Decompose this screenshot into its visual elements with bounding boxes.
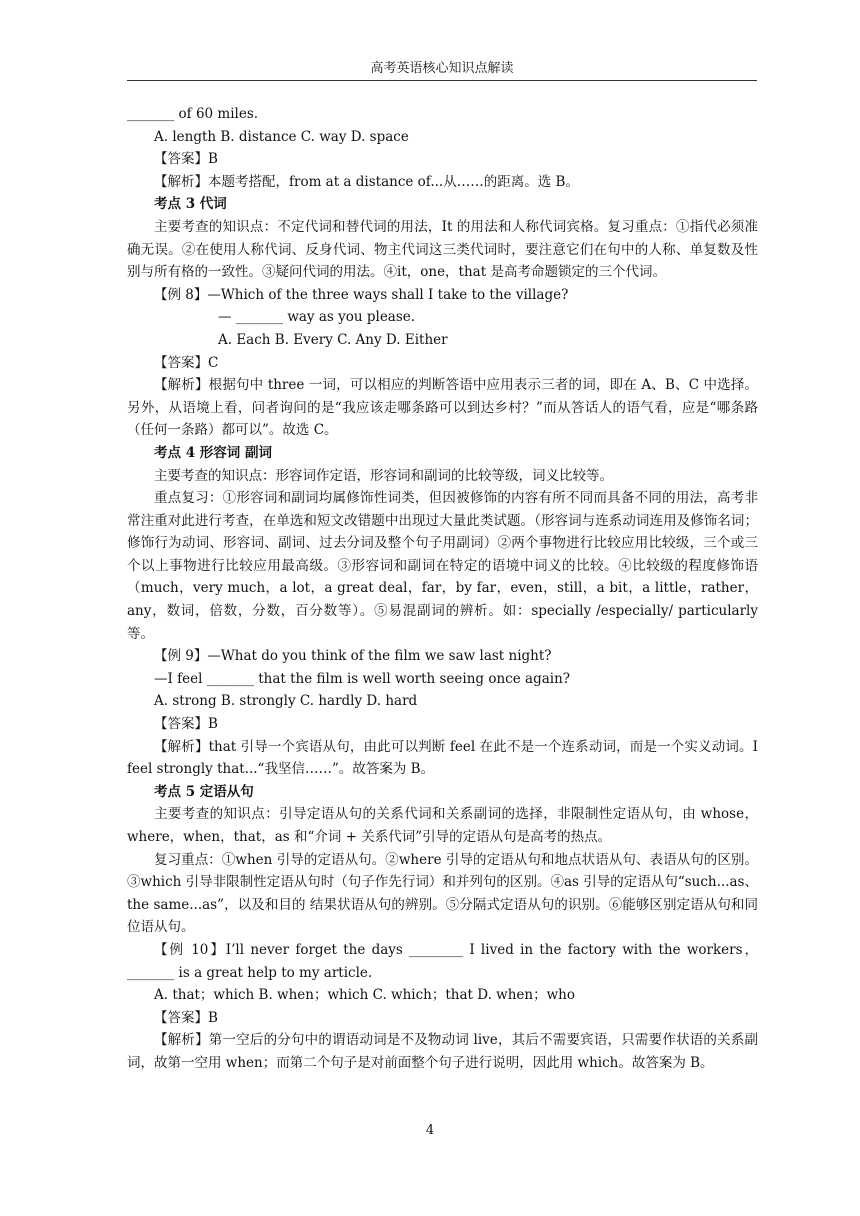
section-paragraph: 主要考查的知识点：引导定语从句的关系代词和关系副词的选择，非限制性定语从句，由 whose，where，when，that，as 和“介词 + 关系代词”引导的定语从句是高考的热点。 <box>127 806 758 845</box>
example-question: 【例 9】—What do you think of the film we saw last night? <box>154 648 552 665</box>
page-header: 高考英语核心知识点解读 <box>370 61 514 76</box>
analysis-paragraph: 【解析】that 引导一个宾语从句，由此可以判断 feel 在此不是一个连系动词，而是一个实义动词。I feel strongly that...“我坚信……”。故答案为 B。 <box>127 738 758 778</box>
example-reply: —I feel _______ that the film is well worth seeing once again? <box>154 670 571 687</box>
section-heading-adjective-adverb: 考点 4 形容词 副词 <box>154 444 272 461</box>
answer-line: 【答案】C <box>154 354 219 371</box>
question-stem-continuation: _______ of 60 miles. <box>127 106 259 122</box>
example-reply: — _______ way as you please. <box>218 309 416 326</box>
section-paragraph: 复习重点：①when 引导的定语从句。②where 引导的定语从句和地点状语从句、表语从句的区别。③which 引导非限制性定语从句时（句子作先行词）和并列句的区别。④as 引导的定语从句“such...as、the same...as”，以及和目的 结果状语从句的辨别。⑤分隔式定语从句的识别。⑥能够区别定语从句和同位语从句。 <box>127 851 758 936</box>
answer-line: 【答案】B <box>154 716 218 733</box>
header-divider <box>127 80 757 81</box>
answer-line: 【答案】B <box>154 1009 218 1026</box>
question-options: A. strong B. strongly C. hardly D. hard <box>154 693 418 710</box>
section-paragraph: 主要考查的知识点：不定代词和替代词的用法，It 的用法和人称代词宾格。复习重点：①指代必须准确无误。②在使用人称代词、反身代词、物主代词这三类代词时，要注意它们在句中的人称、单复数及性别与所有格的一致性。③疑问代词的用法。④it，one，that 是高考命题锁定的三个代词。 <box>127 218 758 281</box>
section-heading-attributive-clause: 考点 5 定语从句 <box>154 783 254 800</box>
question-options: A. that；which B. when；which C. which；that D. when；who <box>154 987 575 1004</box>
example-question: 【例 8】—Which of the three ways shall I take to the village? <box>154 286 569 303</box>
section-paragraph: 重点复习：①形容词和副词均属修饰性词类，但因被修饰的内容有所不同而具备不同的用法，高考非常注重对此进行考查，在单选和短文改错题中出现过大量此类试题。（形容词与连系动词连用及修饰名词；修饰行为动词、形容词、副词、过去分词及整个句子用副词）②两个事物进行比较应用比较级，三个或三个以上事物进行比较应用最高级。③形容词和副词在特定的语境中词义的比较。④比较级的程度修饰语（much，very much，a lot，a great deal，far，by far，even，still，a bit，a little，rather，any，数词，倍数，分数，百分数等）。⑤易混副词的辨析。如：specially /especially/ particularly 等。 <box>127 490 758 642</box>
section-paragraph: 主要考查的知识点：形容词作定语，形容词和副词的比较等级，词义比较等。 <box>154 467 613 484</box>
analysis-paragraph: 【解析】本题考搭配，from at a distance of...从……的距离。选 B。 <box>154 173 579 190</box>
question-options: A. length B. distance C. way D. space <box>154 128 409 145</box>
analysis-paragraph: 【解析】第一空后的分句中的谓语动词是不及物动词 live，其后不需要宾语，只需要作状语的关系副词，故第一空用 when；而第二个句子是对前面整个句子进行说明，因此用 which。故答案为 B。 <box>127 1032 758 1071</box>
page-number: 4 <box>425 1123 435 1138</box>
section-heading-pronoun: 考点 3 代词 <box>154 196 227 213</box>
page-content <box>127 103 758 1075</box>
example-question: 【例 10】I’ll never forget the days ________ I lived in the factory with the workers，_______ is a great help to my article. <box>127 941 758 981</box>
answer-line: 【答案】B <box>154 151 218 168</box>
question-options: A. Each B. Every C. Any D. Either <box>218 331 448 348</box>
analysis-paragraph: 【解析】根据句中 three 一词，可以相应的判断答语中应用表示三者的词，即在 A、B、C 中选择。另外，从语境上看，问者询问的是“我应该走哪条路可以到达乡村？”而从答话人的语气看，应是“哪条路（任何一条路）都可以”。故选 C。 <box>127 377 758 439</box>
